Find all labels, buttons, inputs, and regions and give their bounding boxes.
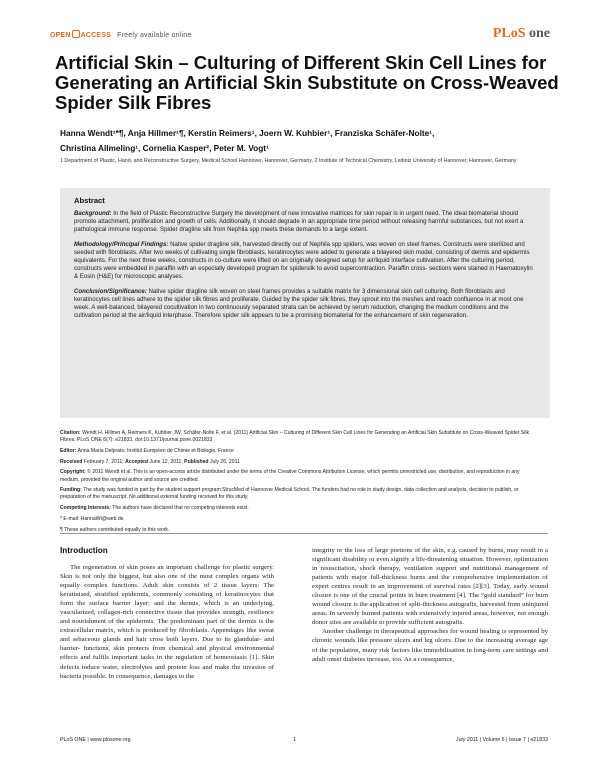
copyright-text: © 2011 Wendt et al. This is an open-access article distributed under the terms of the Creative Commons Attribution License, which permits unrestricted use, distribution, and reproduction in any medium, provided the original author and source are credited. xyxy=(60,469,520,483)
copyright xyxy=(60,469,540,483)
open-access-badge xyxy=(50,30,191,39)
free-available-label: Freely available online xyxy=(117,32,192,39)
received-date: February 7, 2011; xyxy=(83,458,124,465)
conclusion-label: Conclusion/Significance: xyxy=(74,287,147,295)
introduction-heading: Introduction xyxy=(60,546,108,555)
published-label: Published xyxy=(184,458,209,465)
citation-label: Citation: xyxy=(60,430,81,436)
dates xyxy=(60,459,540,466)
intro-paragraph-3: Another challenge in therapeutical approaches for wound healing is represented by chronic wounds like pressure ulcers and leg ulcers. Due to the increasing average age of the population, many risk factors like immobilisation in long-term care settings and adult onset diabetes increase, too. As a consequence, xyxy=(312,628,548,663)
article-title: Artificial Skin – Culturing of Different Skin Cell Lines for Generating an Artificial Skin Substitute on Cross-Weaved Spider Silk Fibres xyxy=(55,52,559,113)
open-lock-icon xyxy=(72,30,80,38)
funding xyxy=(60,487,540,501)
author-list xyxy=(60,126,560,156)
competing-text: The authors have declared that no competing interests exist. xyxy=(112,505,249,512)
open-label: OPEN xyxy=(50,32,71,39)
methods-label: Methodology/Principal Findings: xyxy=(74,240,169,248)
affiliations: 1 Department of Plastic, Hand, and Reconstructive Surgery, Medical School Hannover, Hannover, Germany, 2 Institute of Technical Chemistry, Leibniz University of Hannover, Hannover, Germany xyxy=(60,158,517,164)
intro-paragraph-2: integrity or the loss of large portions of the skin, e.g. caused by burns, may result in a significant disability or even signify a life-threatening situation. However, optimization in resuscitation, shock therapy, ventilation support and nutritional management of patients with major full-thickness burns and the comprehensive implementation of expert centres result in an improvement of survival rates [2][3]. Today, early wound closure is one of the crucial points in burn treatment [4]. The “gold standard” for burn wound closure is the application of split-thickness autografts, harvested from uninjured areas. In severely burned patients with extensively injured areas, however, not enough donor sites are available to provide sufficient autografts. xyxy=(312,547,548,627)
funding-text: The study was funded in part by the student support program StrucMed of Hannover Medical School. The funders had no role in study design, data collection and analysis, decision to publish, or preparation of the manuscript. No additional external funding received for this study. xyxy=(60,487,519,501)
footer-issue: July 2011 | Volume 6 | Issue 7 | e21833 xyxy=(455,737,548,743)
accepted-label: Accepted xyxy=(125,458,148,465)
section-divider xyxy=(60,533,548,534)
editor xyxy=(60,448,540,455)
abstract-methods xyxy=(74,241,536,282)
abstract-conclusion xyxy=(74,288,536,321)
intro-paragraph-1: The regeneration of skin poses an important challenge for plastic surgery. Skin is not only the biggest, but also one of the most complex organs with equally complex functions. Adult skin consists of 2 tissue layers: The keratinised, stratified epidermis, commonly consisting of keratinocytes that form the surface barrier layer; and the dermis, which is an underlying, vascularized, collagen-rich connective tissue that provides strength, resilience and nourishment of the epidermis. The predominant part of the dermis is the extracellular matrix, which is produced by fibroblasts. Appendages like sweat and sebaceous glands and hair cross both layers. Due to its glandular- and barrier- functions, skin protects from chemical and physical environmental effects and fulfils important tasks in the regulation of homeostasis [1]. Skin defects induce water, electrolytes and protein loss and make the invasion of bacteria possible. In consequence, damages to the xyxy=(60,564,274,680)
article-metadata xyxy=(60,430,540,537)
page-number: 1 xyxy=(293,737,296,743)
published-date: July 26, 2011 xyxy=(209,458,240,465)
editor-text: Anna Maria Delprato, Institut Européen de Chimie et Biologie, France xyxy=(77,447,234,454)
competing-label: Competing Interests: xyxy=(60,505,111,512)
funding-label: Funding: xyxy=(60,487,82,494)
citation-text: Wendt H, Hillmer A, Reimers K, Kuhbier JW, Schäfer-Nolte F, et al. (2011) Artificial Skin – Culturing of Different Skin Cell Lines for Generating an Artificial Skin Substitute on Cross-Weaved Spider Silk Fibres. PLoS ONE 6(7): e21833. doi:10.1371/journal.pone.0021833 xyxy=(60,430,530,444)
received-label: Received xyxy=(60,458,83,465)
citation xyxy=(60,430,540,444)
methods-text: Native spider dragline silk, harvested directly out of Nephila spp spiders, was woven on steel frames. Constructs were sterilized and seeded with fibroblasts. After two weeks of cultivating single fibroblasts, keratinocytes were added to generate a bilayered skin model, consisting of dermis and epidermis equivalents. For the next three weeks, constructs in co-culture were lifted on an originally designed setup for air/liquid interface cultivation. After the culturing period, constructs were embedded in paraffin with an especially developed program for spidersilk to avoid supercontraction. Paraffin cross- sections were stained in Haematoxylin & Eosin (H&E) for microscopic analyses. xyxy=(74,240,533,281)
abstract-heading: Abstract xyxy=(74,196,105,205)
accepted-date: June 12, 2011; xyxy=(149,458,183,465)
journal-header xyxy=(50,26,550,44)
equal-contribution-note: ¶ These authors contributed equally to this work. xyxy=(60,526,170,533)
background-label: Background: xyxy=(74,210,112,217)
editor-label: Editor: xyxy=(60,447,77,454)
body-column-right xyxy=(312,546,548,664)
authors-line-2: Christina Allmeling¹, Cornelia Kasper², Peter M. Vogt¹ xyxy=(60,143,269,153)
body-column-left xyxy=(60,563,274,681)
authors-line-1: Hanna Wendt¹*¶, Anja Hillmer¹¶, Kerstin Reimers¹, Joern W. Kuhbier¹, Franziska Schäfer-Nolte¹, xyxy=(60,128,435,138)
corresponding-email[interactable]: * E-mail: HannaWt@web.de xyxy=(60,515,124,522)
plos-one-logo xyxy=(493,26,550,42)
logo-plos-text: PLoS xyxy=(492,26,526,41)
access-label: ACCESS xyxy=(80,32,112,39)
footer-journal: PLoS ONE | www.plosone.org xyxy=(60,737,131,743)
conclusion-text: Native spider dragline silk woven on steel frames provides a suitable matrix for 3 dimensional skin cell culturing. Both fibroblasts and keratinocytes cell lines adhere to the spider silk fibres and proliferate. Guided by the spider silk fibres, they sprout into the meshes and reach confluence in at most one week. A well-balanced, bilayered cocultivation in two continuously separated strata can be achieved by serum reduction, changing the medium conditions and the cultivation period at the air/liquid interphase. Therefore spider silk appears to be a promising biomaterial for the enhancement of skin regeneration. xyxy=(74,287,524,320)
copyright-label: Copyright: xyxy=(60,469,86,476)
abstract-background xyxy=(74,210,536,235)
logo-one-text: one xyxy=(529,26,550,41)
competing-interests xyxy=(60,505,540,512)
abstract-box xyxy=(60,188,550,418)
background-text: In the field of Plastic Reconstructive Surgery the development of new innovative matrices for skin repair is in urgent need. The ideal biomaterial should promote attachment, proliferation and growth of cells. Additionally, it should degrade in an appropriate time period without releasing harmful substances, but not exert a pathological immune response. Spider dragline silk from Nephila spp meets these demands to a large extent. xyxy=(74,210,524,234)
